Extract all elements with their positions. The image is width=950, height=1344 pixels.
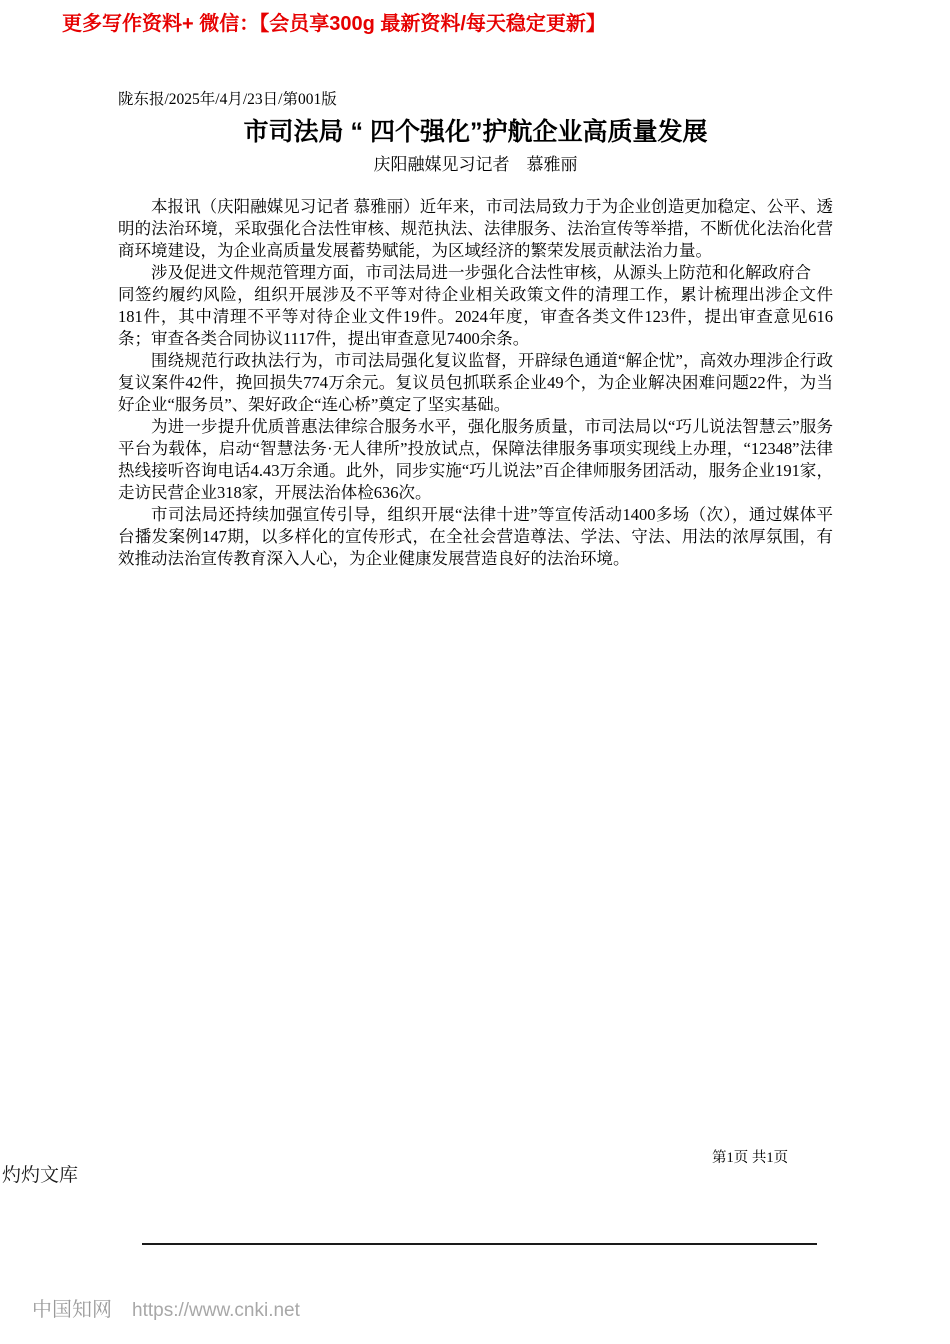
cnki-footer: [32, 1293, 300, 1322]
article-title: 市司法局 “ 四个强化”护航企业高质量发展: [243, 118, 708, 146]
paragraph-publicity: 市司法局还持续加强宣传引导，组织开展“法律十进”等宣传活动1400多场（次），通过媒体平台播发案例147期，以多样化的宣传形式，在全社会营造尊法、学法、守法、用法的浓厚氛围，有效推动法治宣传教育深入人心，为企业健康发展营造良好的法治环境。: [118, 505, 833, 568]
article-byline: 庆阳融媒见习记者 慕雅丽: [373, 155, 578, 174]
cnki-brand-label: 中国知网: [32, 1299, 112, 1321]
cnki-url-link[interactable]: https://www.cnki.net: [132, 1300, 300, 1321]
source-line: 陇东报/2025年/4月/23日/第001版: [118, 91, 337, 108]
library-watermark: 灼灼文库: [2, 1165, 79, 1186]
footer-divider-line: [142, 1243, 817, 1245]
paragraph-administrative-review: 围绕规范行政执法行为，市司法局强化复议监督，开辟绿色通道“解企忧”，高效办理涉企行政复议案件42件，挽回损失774万余元。复议员包抓联系企业49个，为企业解决困难问题22件，为当好企业“服务员”、架好政企“连心桥”奠定了坚实基础。: [118, 351, 833, 414]
article-body: [118, 196, 833, 570]
page-number-indicator: 第1页 共1页: [712, 1150, 789, 1166]
paragraph-lead: 本报讯（庆阳融媒见习记者 慕雅丽）近年来，市司法局致力于为企业创造更加稳定、公平、透明的法治环境，采取强化合法性审核、规范执法、法律服务、法治宣传等举措，不断优化法治化营商环境建设，为企业高质量发展蓄势赋能，为区域经济的繁荣发展贡献法治力量。: [118, 197, 833, 260]
paragraph-file-review-first-line: 涉及促进文件规范管理方面，市司法局进一步强化合法性审核，从源头上防范和化解政府合: [151, 263, 811, 282]
paragraph-legal-services: 为进一步提升优质普惠法律综合服务水平，强化服务质量，市司法局以“巧儿说法智慧云”服务平台为载体，启动“智慧法务·无人律所”投放试点，保障法律服务事项实现线上办理，“12348”法律热线接听咨询电话4.43万余通。此外，同步实施“巧儿说法”百企律师服务团活动，服务企业191家，走访民营企业318家，开展法治体检636次。: [118, 417, 833, 502]
promo-banner-text: 更多写作资料+ 微信：【会员享300g 最新资料/每天稳定更新】: [62, 13, 606, 35]
article: [118, 90, 833, 570]
paragraph-file-review-continued: 同签约履约风险，组织开展涉及不平等对待企业相关政策文件的清理工作，累计梳理出涉企文件181件，其中清理不平等对待企业文件19件。2024年度，审查各类文件123件，提出审查意见616条；审查各类合同协议1117件，提出审查意见7400余条。: [118, 285, 833, 348]
